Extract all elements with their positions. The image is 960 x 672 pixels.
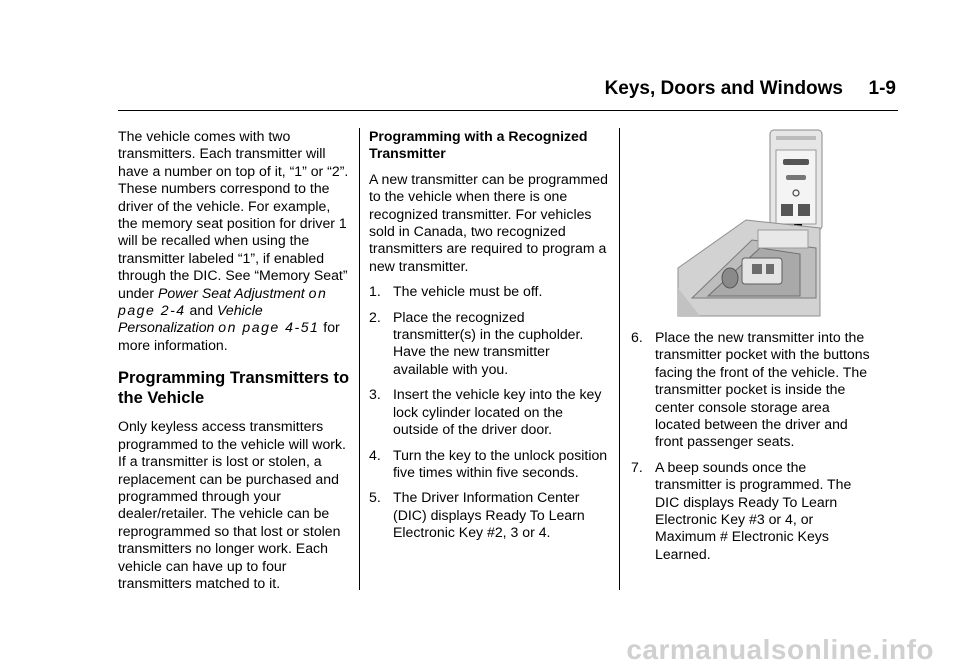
step-text: The vehicle must be off. bbox=[393, 283, 543, 300]
step-number: 4. bbox=[369, 446, 381, 463]
link-power-seat[interactable]: Power Seat Adjustment bbox=[157, 284, 305, 301]
list-item bbox=[369, 283, 609, 300]
section-title: Keys, Doors and Windows bbox=[604, 78, 843, 99]
and-text: and bbox=[185, 302, 217, 319]
steps-list-1 bbox=[369, 283, 609, 541]
column-divider-1 bbox=[359, 128, 360, 590]
link-power-seat-page[interactable]: on page 2-4 bbox=[118, 284, 328, 319]
intro-paragraph bbox=[118, 128, 352, 354]
console-pocket-drawing bbox=[648, 128, 828, 318]
step-text: A beep sounds once the transmitter is programmed. The DIC displays Ready To Learn Electronic Key #3 or 4, or Maximum # Electronic Keys Learned. bbox=[655, 458, 852, 562]
steps-list-2 bbox=[631, 329, 871, 563]
recognized-heading: Programming with a Recognized Transmitter bbox=[369, 128, 588, 162]
step-number: 2. bbox=[369, 308, 381, 325]
list-item bbox=[369, 386, 609, 438]
list-item bbox=[369, 309, 609, 379]
list-item bbox=[631, 329, 871, 451]
programming-heading: Programming Transmitters to the Vehicle bbox=[118, 369, 350, 408]
step-number: 3. bbox=[369, 386, 381, 403]
step-text: The Driver Information Center (DIC) displays Ready To Learn Electronic Key #2, 3 or 4. bbox=[393, 489, 585, 541]
link-vehicle-personalization[interactable]: Vehicle Personalization bbox=[118, 302, 263, 336]
column-3 bbox=[631, 329, 871, 571]
step-text: Place the new transmitter into the transmitter pocket with the buttons facing the front of the vehicle. The transmitter pocket is inside the center console storage area located between the driver and front passenger seats. bbox=[655, 329, 870, 450]
column-2 bbox=[369, 128, 609, 550]
recognized-paragraph: A new transmitter can be programmed to the vehicle when there is one recognized transmitter. For vehicles sold in Canada, two recognized transmitters are required to program a new transmitter. bbox=[369, 170, 608, 274]
step-text: Place the recognized transmitter(s) in the cupholder. Have the new transmitter available with you. bbox=[393, 308, 584, 377]
list-item bbox=[369, 489, 609, 541]
list-item bbox=[369, 447, 609, 482]
step-text: Insert the vehicle key into the key lock cylinder located on the outside of the driver door. bbox=[393, 386, 602, 438]
step-number: 6. bbox=[631, 329, 643, 345]
link-vehicle-personalization-page[interactable]: on page 4-51 bbox=[218, 319, 320, 336]
column-1 bbox=[118, 128, 352, 600]
page-number: 1-9 bbox=[868, 78, 896, 99]
console-illustration bbox=[648, 128, 828, 318]
header-rule bbox=[118, 110, 898, 111]
list-item bbox=[631, 459, 871, 563]
watermark: carmanualsonline.info bbox=[626, 634, 934, 665]
step-number: 1. bbox=[369, 283, 381, 300]
intro-text: The vehicle comes with two transmitters. Each transmitter will have a number on top of it, “1” or “2”. These numbers correspond to the driver of the vehicle. For example, the memory seat position for driver 1 will be recalled when using the transmitter labeled “1”, if enabled through the DIC. See “Memory Seat” under bbox=[118, 128, 349, 301]
page-header bbox=[0, 78, 960, 108]
step-number: 7. bbox=[631, 458, 643, 475]
column-divider-2 bbox=[619, 128, 620, 590]
programming-paragraph: Only keyless access transmitters programmed to the vehicle will work. If a transmitter is lost or stolen, a replacement can be purchased and programmed through your dealer/retailer. The vehicle can be reprogrammed so that lost or stolen transmitters no longer work. Each vehicle can have up to four transmitters matched to it. bbox=[118, 418, 346, 591]
step-number: 5. bbox=[369, 489, 381, 506]
step-text: Turn the key to the unlock position five times within five seconds. bbox=[393, 446, 608, 480]
intro-end-text: for more information. bbox=[118, 319, 340, 353]
